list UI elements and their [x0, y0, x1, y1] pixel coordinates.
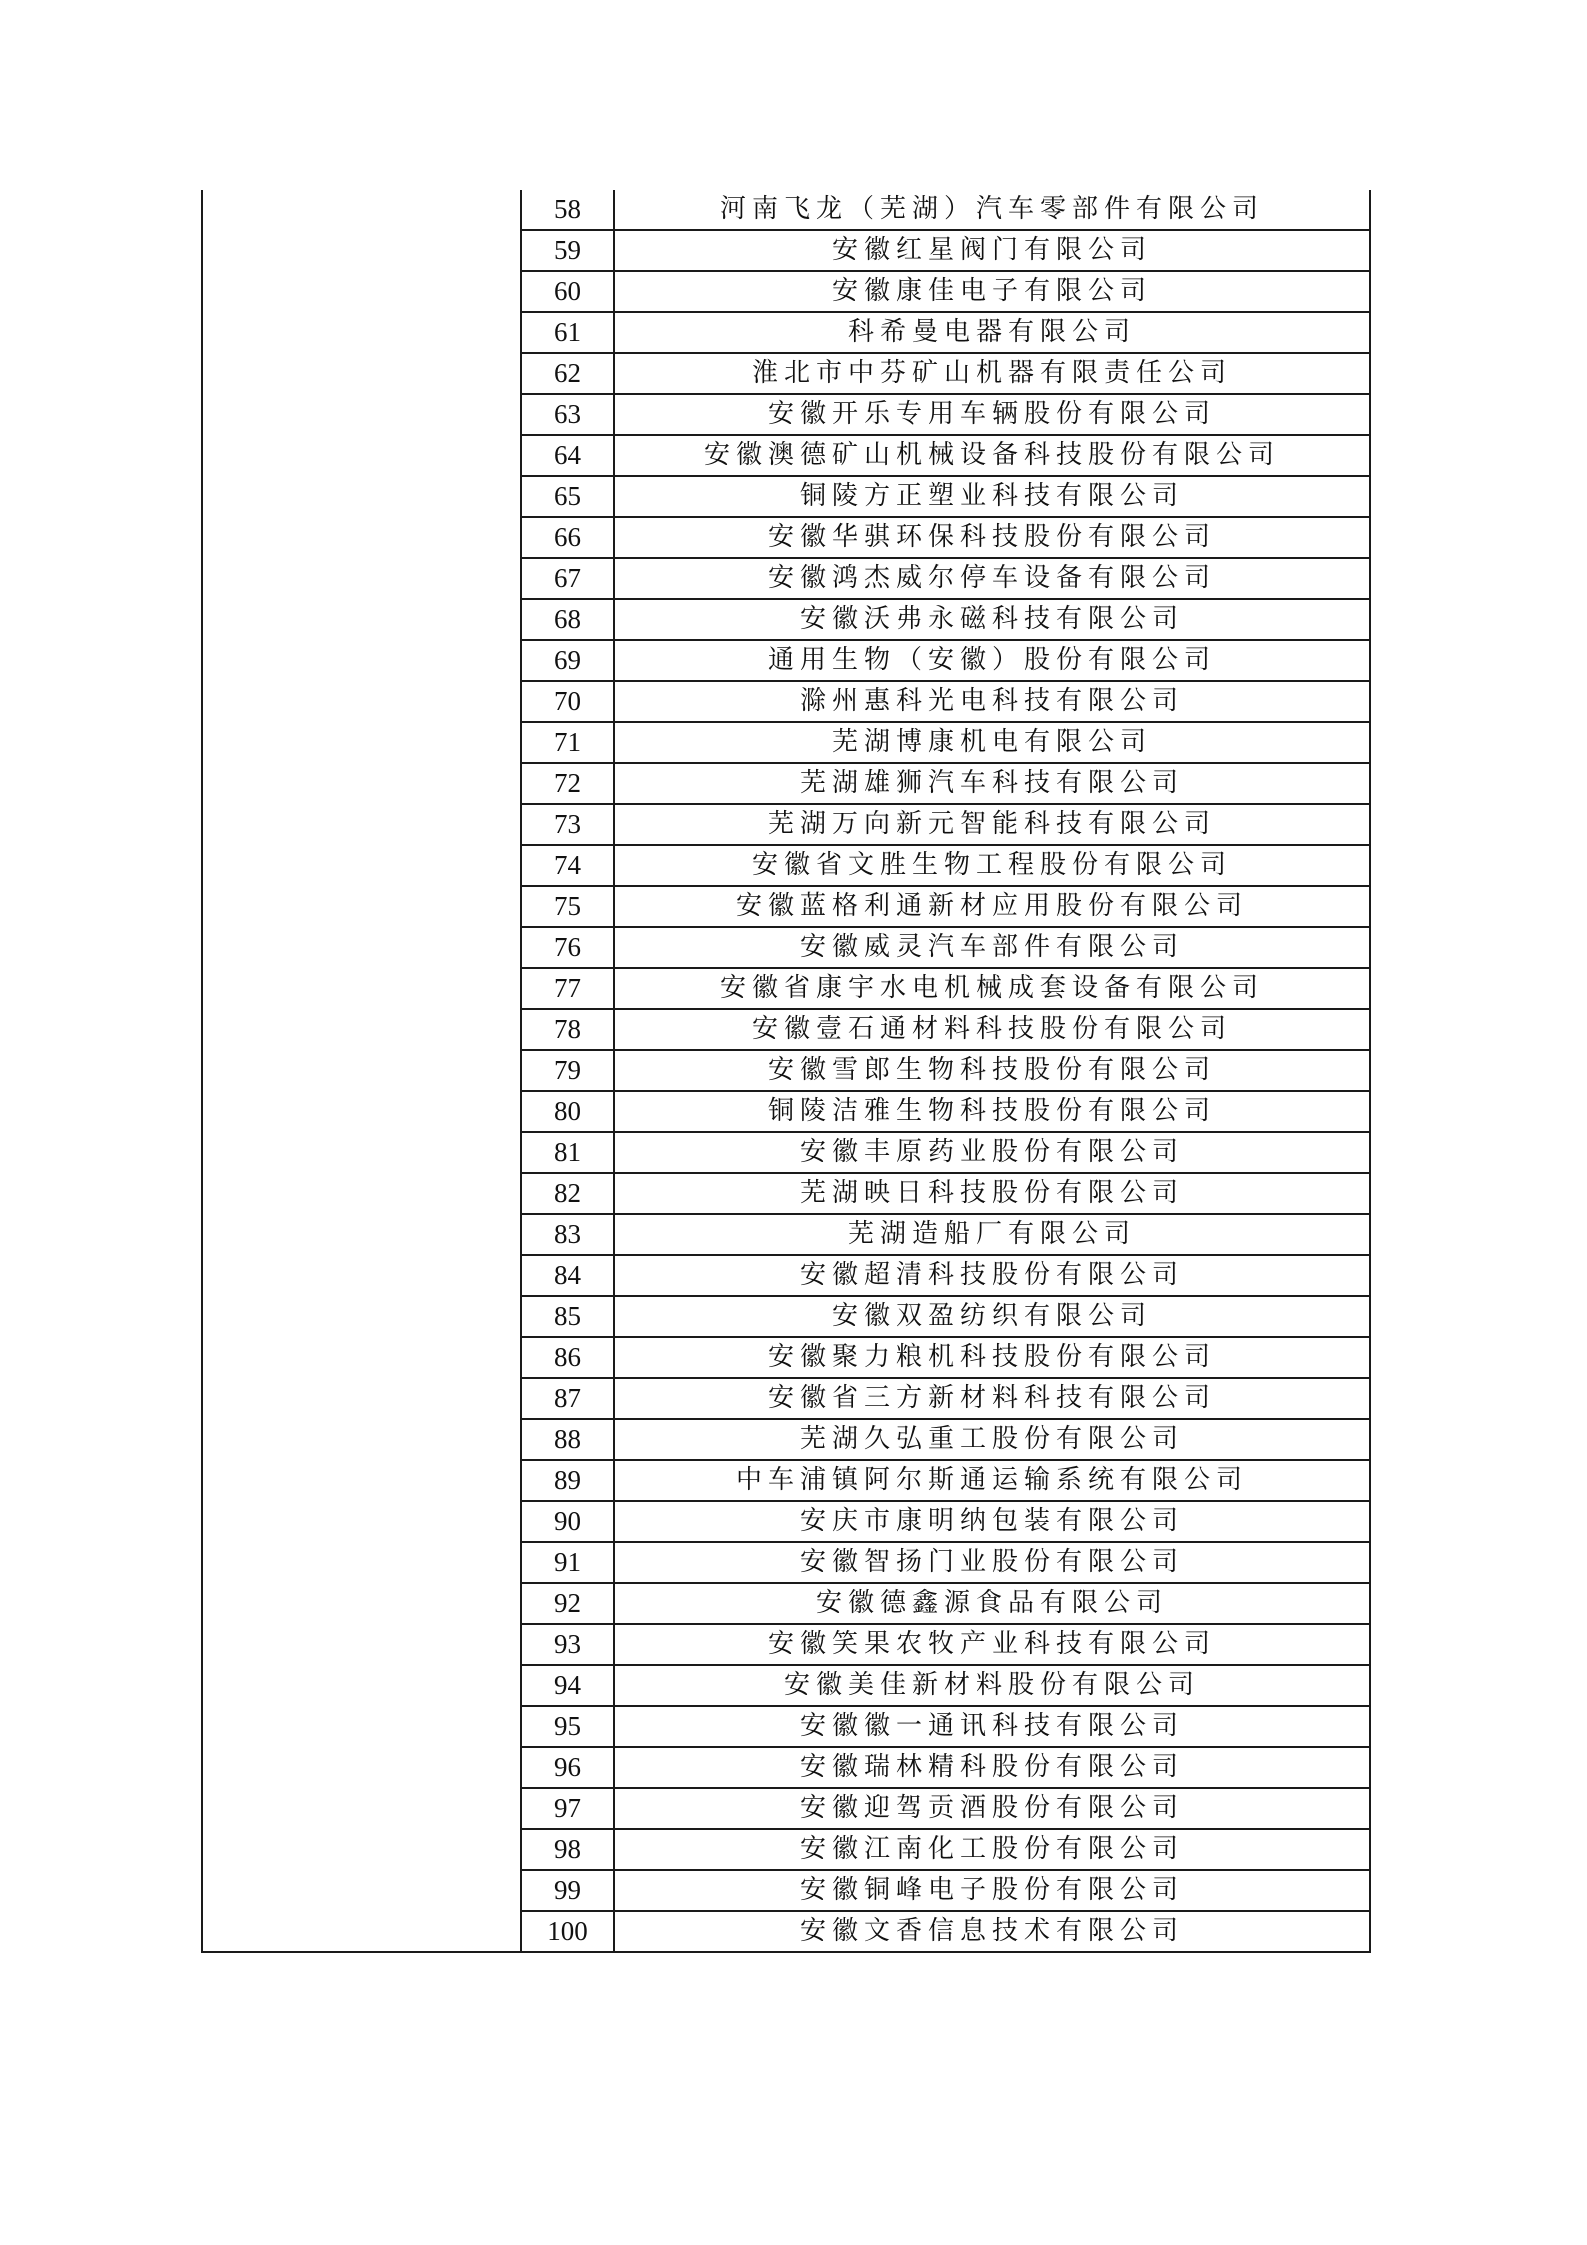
row-number: 99	[521, 1870, 614, 1911]
row-number: 85	[521, 1296, 614, 1337]
row-number: 82	[521, 1173, 614, 1214]
company-name: 安徽省文胜生物工程股份有限公司	[614, 845, 1370, 886]
company-name: 安徽丰原药业股份有限公司	[614, 1132, 1370, 1173]
row-number: 93	[521, 1624, 614, 1665]
company-list-body	[202, 190, 1370, 1952]
company-name: 通用生物（安徽）股份有限公司	[614, 640, 1370, 681]
row-number: 88	[521, 1419, 614, 1460]
company-name: 安徽威灵汽车部件有限公司	[614, 927, 1370, 968]
company-name: 安徽康佳电子有限公司	[614, 271, 1370, 312]
company-name: 淮北市中芬矿山机器有限责任公司	[614, 353, 1370, 394]
company-name: 芜湖博康机电有限公司	[614, 722, 1370, 763]
row-number: 80	[521, 1091, 614, 1132]
row-number: 72	[521, 763, 614, 804]
company-name: 安徽雪郎生物科技股份有限公司	[614, 1050, 1370, 1091]
company-name: 安徽智扬门业股份有限公司	[614, 1542, 1370, 1583]
company-name: 安徽聚力粮机科技股份有限公司	[614, 1337, 1370, 1378]
row-number: 67	[521, 558, 614, 599]
company-name: 芜湖造船厂有限公司	[614, 1214, 1370, 1255]
company-name: 铜陵方正塑业科技有限公司	[614, 476, 1370, 517]
company-name: 安徽鸿杰威尔停车设备有限公司	[614, 558, 1370, 599]
row-number: 75	[521, 886, 614, 927]
company-name: 滁州惠科光电科技有限公司	[614, 681, 1370, 722]
company-name: 芜湖万向新元智能科技有限公司	[614, 804, 1370, 845]
company-name: 安徽超清科技股份有限公司	[614, 1255, 1370, 1296]
company-list-table	[201, 190, 1371, 1953]
row-number: 61	[521, 312, 614, 353]
row-number: 83	[521, 1214, 614, 1255]
row-number: 60	[521, 271, 614, 312]
company-name: 安徽徽一通讯科技有限公司	[614, 1706, 1370, 1747]
company-name: 安徽澳德矿山机械设备科技股份有限公司	[614, 435, 1370, 476]
company-name: 芜湖映日科技股份有限公司	[614, 1173, 1370, 1214]
row-number: 78	[521, 1009, 614, 1050]
company-name: 安徽迎驾贡酒股份有限公司	[614, 1788, 1370, 1829]
row-number: 76	[521, 927, 614, 968]
company-name: 安徽壹石通材料科技股份有限公司	[614, 1009, 1370, 1050]
company-name: 安徽双盈纺织有限公司	[614, 1296, 1370, 1337]
row-number: 70	[521, 681, 614, 722]
row-number: 65	[521, 476, 614, 517]
row-number: 100	[521, 1911, 614, 1952]
row-number: 81	[521, 1132, 614, 1173]
row-number: 74	[521, 845, 614, 886]
company-name: 芜湖久弘重工股份有限公司	[614, 1419, 1370, 1460]
row-number: 66	[521, 517, 614, 558]
row-number: 63	[521, 394, 614, 435]
company-name: 安庆市康明纳包装有限公司	[614, 1501, 1370, 1542]
company-name: 安徽红星阀门有限公司	[614, 230, 1370, 271]
company-name: 铜陵洁雅生物科技股份有限公司	[614, 1091, 1370, 1132]
row-number: 90	[521, 1501, 614, 1542]
company-name: 安徽铜峰电子股份有限公司	[614, 1870, 1370, 1911]
row-number: 89	[521, 1460, 614, 1501]
row-number: 91	[521, 1542, 614, 1583]
row-number: 96	[521, 1747, 614, 1788]
row-number: 62	[521, 353, 614, 394]
row-number: 59	[521, 230, 614, 271]
company-name: 安徽省康宇水电机械成套设备有限公司	[614, 968, 1370, 1009]
row-number: 71	[521, 722, 614, 763]
row-number: 73	[521, 804, 614, 845]
company-name: 安徽省三方新材料科技有限公司	[614, 1378, 1370, 1419]
category-cell	[202, 190, 521, 1952]
company-name: 安徽蓝格利通新材应用股份有限公司	[614, 886, 1370, 927]
company-name: 科希曼电器有限公司	[614, 312, 1370, 353]
company-name: 中车浦镇阿尔斯通运输系统有限公司	[614, 1460, 1370, 1501]
row-number: 68	[521, 599, 614, 640]
company-name: 安徽文香信息技术有限公司	[614, 1911, 1370, 1952]
company-name: 河南飞龙（芜湖）汽车零部件有限公司	[614, 190, 1370, 230]
row-number: 84	[521, 1255, 614, 1296]
company-name: 安徽笑果农牧产业科技有限公司	[614, 1624, 1370, 1665]
row-number: 87	[521, 1378, 614, 1419]
row-number: 64	[521, 435, 614, 476]
company-name: 安徽德鑫源食品有限公司	[614, 1583, 1370, 1624]
row-number: 79	[521, 1050, 614, 1091]
company-name: 安徽瑞林精科股份有限公司	[614, 1747, 1370, 1788]
row-number: 95	[521, 1706, 614, 1747]
company-name: 安徽华骐环保科技股份有限公司	[614, 517, 1370, 558]
row-number: 86	[521, 1337, 614, 1378]
row-number: 98	[521, 1829, 614, 1870]
company-name: 安徽开乐专用车辆股份有限公司	[614, 394, 1370, 435]
company-name: 安徽美佳新材料股份有限公司	[614, 1665, 1370, 1706]
row-number: 69	[521, 640, 614, 681]
row-number: 94	[521, 1665, 614, 1706]
row-number: 92	[521, 1583, 614, 1624]
row-number: 58	[521, 190, 614, 230]
company-name: 芜湖雄狮汽车科技有限公司	[614, 763, 1370, 804]
row-number: 97	[521, 1788, 614, 1829]
row-number: 77	[521, 968, 614, 1009]
table-row	[202, 190, 1370, 230]
company-name: 安徽江南化工股份有限公司	[614, 1829, 1370, 1870]
company-name: 安徽沃弗永磁科技有限公司	[614, 599, 1370, 640]
